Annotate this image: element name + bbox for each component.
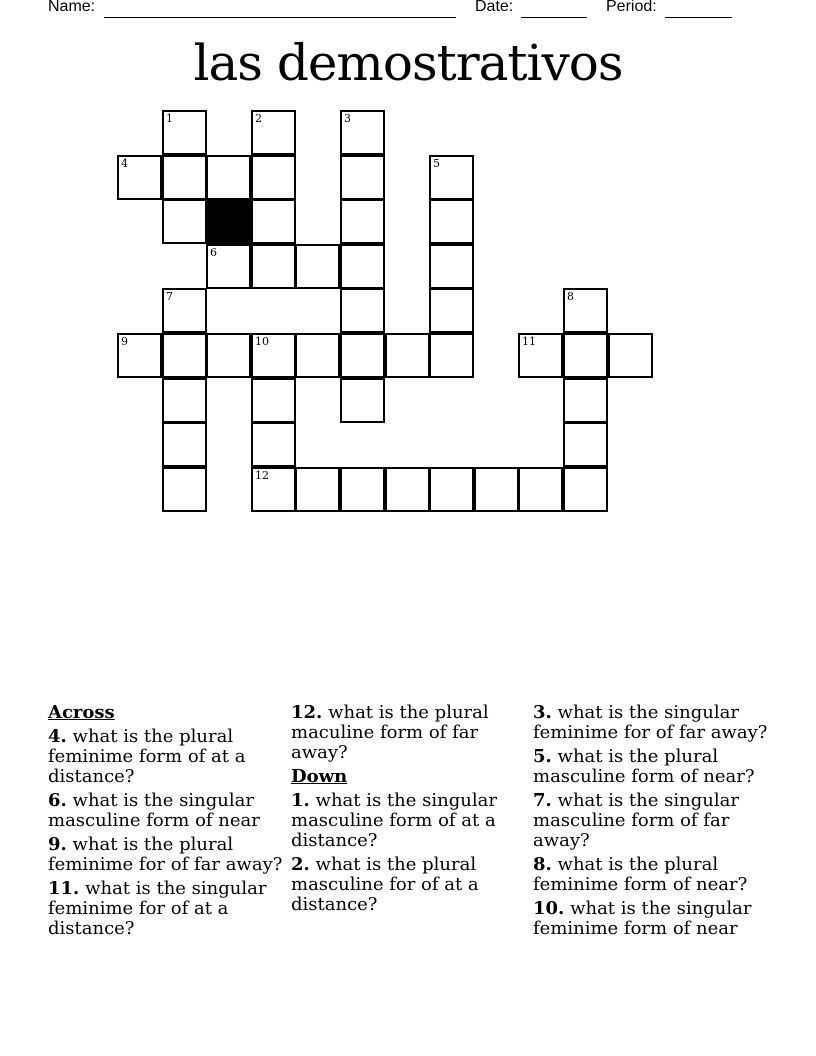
crossword-cell[interactable] xyxy=(251,244,296,289)
crossword-cell[interactable] xyxy=(117,333,162,378)
crossword-cell[interactable] xyxy=(162,199,207,244)
crossword-cell[interactable] xyxy=(162,378,207,423)
clue-across-4: 4. what is the plural feminime form of at a distance? xyxy=(48,726,246,787)
crossword-cell[interactable] xyxy=(251,333,296,378)
crossword-cell[interactable] xyxy=(385,467,430,512)
clue-down-3: 3. what is the singular feminime for of far away? xyxy=(533,702,768,743)
crossword-cell[interactable] xyxy=(563,333,608,378)
date-label: Date: xyxy=(475,0,514,15)
crossword-cell[interactable] xyxy=(563,467,608,512)
crossword-cell[interactable] xyxy=(518,467,563,512)
crossword-cell[interactable] xyxy=(429,199,474,244)
crossword-cell[interactable] xyxy=(251,155,296,200)
crossword-cell[interactable] xyxy=(340,288,385,333)
crossword-cell[interactable] xyxy=(608,333,653,378)
clue-across-9: 9. what is the plural feminime for of far away? xyxy=(48,834,283,875)
crossword-cell[interactable] xyxy=(206,244,251,289)
down-heading: Down xyxy=(291,766,348,787)
crossword-cell[interactable] xyxy=(340,378,385,423)
crossword-cell[interactable] xyxy=(162,288,207,333)
clues-column-2 xyxy=(291,703,527,919)
cell-number: 5 xyxy=(433,157,440,170)
crossword-cell[interactable] xyxy=(340,244,385,289)
cell-number: 2 xyxy=(255,112,262,125)
crossword-cell[interactable] xyxy=(429,288,474,333)
crossword-cell[interactable] xyxy=(251,467,296,512)
clue-across-11: 11. what is the singular feminime for of at a distance? xyxy=(48,878,267,939)
crossword-cell[interactable] xyxy=(162,422,207,467)
crossword-cell[interactable] xyxy=(251,422,296,467)
clue-across-12: 12. what is the plural maculine form of far away? xyxy=(291,702,489,763)
crossword-cell[interactable] xyxy=(518,333,563,378)
crossword-cell[interactable] xyxy=(340,467,385,512)
crossword-cell[interactable] xyxy=(251,199,296,244)
cell-number: 10 xyxy=(255,335,269,348)
crossword-cell[interactable] xyxy=(251,378,296,423)
crossword-cell[interactable] xyxy=(295,467,340,512)
clue-down-10: 10. what is the singular feminime form of near xyxy=(533,898,752,939)
crossword-cell[interactable] xyxy=(429,333,474,378)
crossword-cell[interactable] xyxy=(429,155,474,200)
crossword-cell[interactable] xyxy=(162,467,207,512)
cell-number: 11 xyxy=(522,335,536,348)
crossword-cell[interactable] xyxy=(563,378,608,423)
crossword-cell[interactable] xyxy=(429,467,474,512)
cell-number: 3 xyxy=(344,112,351,125)
crossword-cell[interactable] xyxy=(474,467,519,512)
crossword-cell[interactable] xyxy=(295,333,340,378)
name-label: Name: xyxy=(48,0,96,15)
crossword-cell[interactable] xyxy=(206,155,251,200)
clue-down-2: 2. what is the plural masculine for of at a distance? xyxy=(291,854,479,915)
crossword-cell[interactable] xyxy=(162,110,207,155)
crossword-cell[interactable] xyxy=(117,155,162,200)
clues-column-3 xyxy=(533,703,773,943)
cell-number: 7 xyxy=(166,290,173,303)
clue-down-8: 8. what is the plural feminime form of near? xyxy=(533,854,748,895)
blocked-cell xyxy=(206,199,251,244)
clue-across-6: 6. what is the singular masculine form of near xyxy=(48,790,260,831)
crossword-cell[interactable] xyxy=(385,333,430,378)
crossword-cell[interactable] xyxy=(340,333,385,378)
cell-number: 12 xyxy=(255,469,269,482)
crossword-cell[interactable] xyxy=(429,244,474,289)
crossword-cell[interactable] xyxy=(295,244,340,289)
crossword-cell[interactable] xyxy=(251,110,296,155)
period-label: Period: xyxy=(606,0,657,15)
crossword-cell[interactable] xyxy=(340,155,385,200)
crossword-cell[interactable] xyxy=(162,155,207,200)
crossword-cell[interactable] xyxy=(340,110,385,155)
crossword-cell[interactable] xyxy=(206,333,251,378)
clues-column-1 xyxy=(48,703,284,943)
clue-down-5: 5. what is the plural masculine form of near? xyxy=(533,746,755,787)
clue-down-1: 1. what is the singular masculine form of at a distance? xyxy=(291,790,497,851)
cell-number: 8 xyxy=(567,290,574,303)
cell-number: 6 xyxy=(210,246,217,259)
cell-number: 9 xyxy=(121,335,128,348)
crossword-cell[interactable] xyxy=(563,288,608,333)
cell-number: 1 xyxy=(166,112,173,125)
crossword-cell[interactable] xyxy=(563,422,608,467)
across-heading: Across xyxy=(48,702,115,723)
crossword-cell[interactable] xyxy=(162,333,207,378)
cell-number: 4 xyxy=(121,157,128,170)
clue-down-7: 7. what is the singular masculine form of far away? xyxy=(533,790,739,851)
page-title: las demostrativos xyxy=(193,34,623,92)
crossword-cell[interactable] xyxy=(340,199,385,244)
